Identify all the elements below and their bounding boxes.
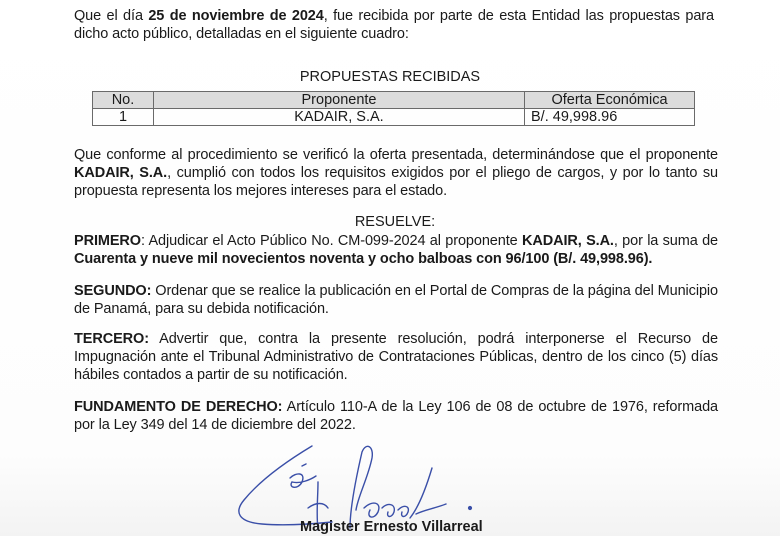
verification-prefix: Que conforme al procedimiento se verificó la oferta presentada, determinándose que el proponente (74, 147, 718, 163)
segundo-paragraph (74, 282, 718, 318)
tercero-text: Advertir que, contra la presente resolución, podrá interponerse el Recurso de Impugnación ante el Tribunal Administrativo de Contrataciones Públicas, dentro de los cinco (5) días hábiles contados a partir de su notificación. (74, 331, 718, 383)
cell-proponente: KADAIR, S.A. (154, 109, 525, 126)
primero-text-2: , por la suma de (613, 233, 718, 249)
table-header-row (93, 92, 695, 109)
primero-paragraph (74, 232, 718, 268)
segundo-label: SEGUNDO: (74, 283, 152, 299)
cell-no: 1 (93, 109, 154, 126)
table-title: PROPUESTAS RECIBIDAS (299, 69, 481, 85)
header-oferta: Oferta Económica (525, 92, 695, 109)
segundo-text: Ordenar que se realice la publicación en el Portal de Compras de la página del Municipio de Panamá, para su debida notificación. (74, 283, 718, 317)
fundamento-label: FUNDAMENTO DE DERECHO: (74, 399, 283, 415)
tercero-paragraph (74, 330, 718, 384)
intro-prefix: Que el día (74, 8, 149, 24)
primero-company: KADAIR, S.A. (521, 233, 614, 249)
verification-suffix: , cumplió con todos los requisitos exigidos por el pliego de cargos, y por lo tanto su propuesta representa los mejores intereses para el estado. (74, 165, 719, 199)
primero-text-1: : Adjudicar el Acto Público No. CM-099-2024 al proponente (140, 233, 522, 249)
resuelve-heading: RESUELVE: (354, 214, 436, 230)
fundamento-text: Artículo 110-A de la Ley 106 de 08 de octubre de 1976, reformada por la Ley 349 del 14 de diciembre del 2022. (74, 399, 718, 433)
header-proponente: Proponente (154, 92, 525, 109)
primero-label: PRIMERO (74, 233, 141, 249)
company-name: KADAIR, S.A. (74, 165, 168, 181)
reception-date: 25 de noviembre de 2024 (148, 8, 324, 24)
primero-amount: Cuarenta y nueve mil novecientos noventa y ocho balboas con 96/100 (B/. 49,998.96). (74, 251, 653, 267)
fundamento-paragraph (74, 398, 718, 434)
header-no: No. (93, 92, 154, 109)
intro-paragraph (74, 7, 714, 43)
cell-oferta: B/. 49,998.96 (525, 109, 695, 126)
signer-name: Magister Ernesto Villarreal (300, 519, 483, 535)
tercero-label: TERCERO: (74, 331, 149, 347)
verification-paragraph (74, 146, 718, 200)
table-row (93, 109, 695, 126)
proposals-table (92, 91, 695, 126)
intro-suffix: , fue recibida por parte de esta Entidad las propuestas para dicho acto público, detalladas en el siguiente cuadro: (74, 8, 714, 42)
